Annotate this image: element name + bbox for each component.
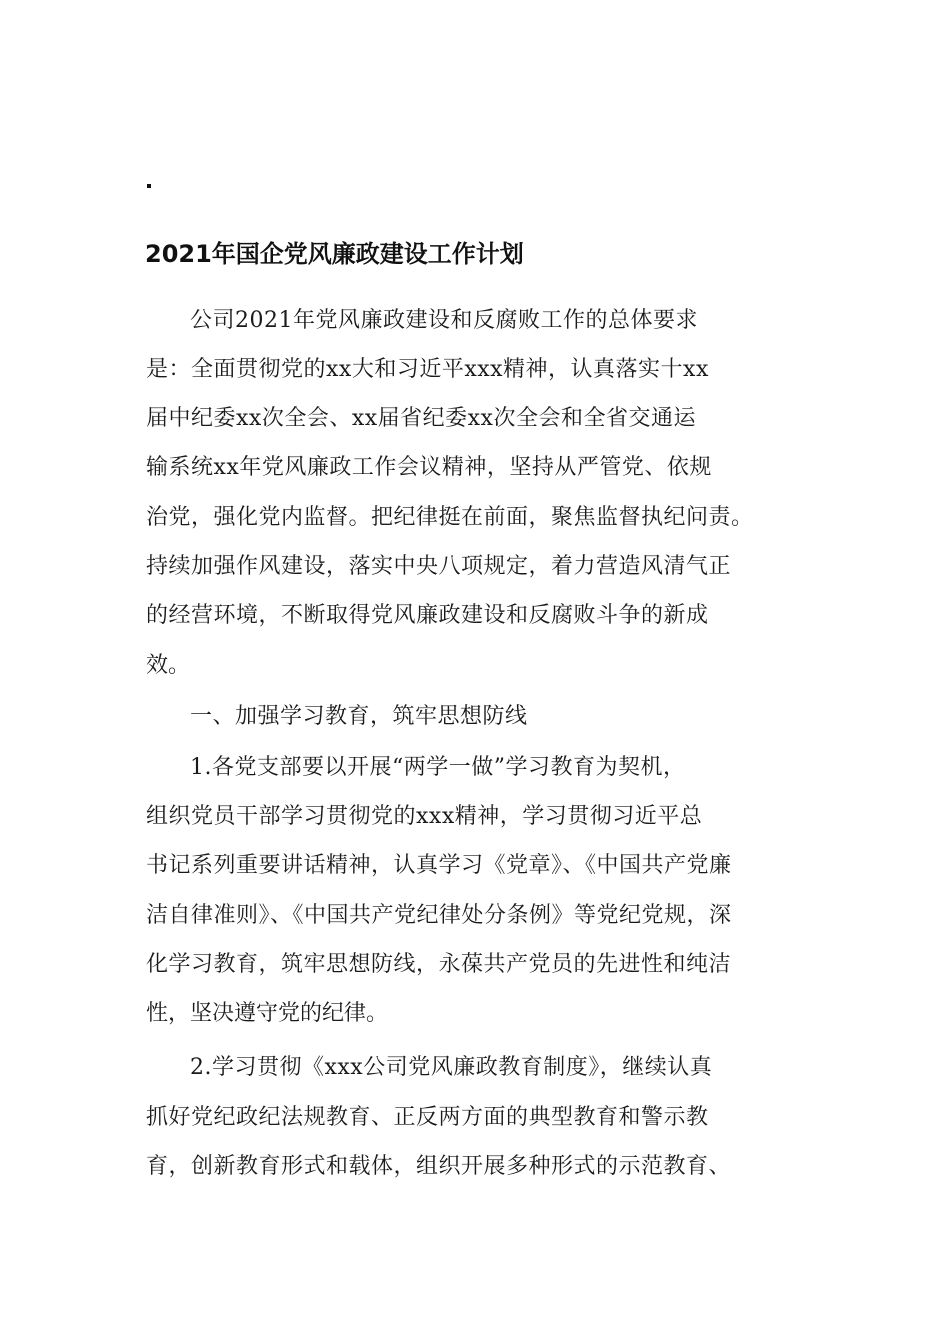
intro-line-2: 是：全面贯彻党的xx大和习近平xxx精神，认真落实十xx: [146, 357, 709, 382]
item1-line-2: 组织党员干部学习贯彻党的xxx精神，学习贯彻习近平总: [146, 804, 703, 829]
item2-line-3: 育，创新教育形式和载体，组织开展多种形式的示范教育、: [146, 1154, 732, 1179]
intro-line-7: 的经营环境，不断取得党风廉政建设和反腐败斗争的新成: [146, 603, 709, 628]
bullet-dot: [147, 184, 151, 188]
document-title: 2021年国企党风廉政建设工作计划: [145, 240, 524, 268]
section-heading-1: 一、加强学习教育，筑牢思想防线: [190, 704, 528, 729]
item1-line-6: 性，坚决遵守党的纪律。: [146, 1001, 389, 1026]
intro-line-4: 输系统xx年党风廉政工作会议精神，坚持从严管党、依规: [146, 455, 712, 480]
item2-line-1: 2.学习贯彻《xxx公司党风廉政教育制度》，继续认真: [190, 1055, 713, 1080]
item1-line-3: 书记系列重要讲话精神，认真学习《党章》、《中国共产党廉: [146, 853, 732, 878]
item2-line-2: 抓好党纪政纪法规教育、正反两方面的典型教育和警示教: [146, 1105, 709, 1130]
intro-line-5: 治党，强化党内监督。把纪律挺在前面，聚焦监督执纪问责。: [146, 505, 754, 530]
intro-line-8: 效。: [146, 653, 191, 678]
intro-line-3: 届中纪委xx次全会、xx届省纪委xx次全会和全省交通运: [146, 406, 696, 431]
item1-line-5: 化学习教育，筑牢思想防线，永葆共产党员的先进性和纯洁: [146, 952, 732, 977]
intro-line-6: 持续加强作风建设，落实中央八项规定，着力营造风清气正: [146, 554, 732, 579]
item1-line-4: 洁自律准则》、《中国共产党纪律处分条例》等党纪党规，深: [146, 903, 732, 928]
intro-line-1: 公司2021年党风廉政建设和反腐败工作的总体要求: [190, 308, 698, 333]
item1-line-1: 1.各党支部要以开展“两学一做”学习教育为契机，: [190, 755, 686, 780]
